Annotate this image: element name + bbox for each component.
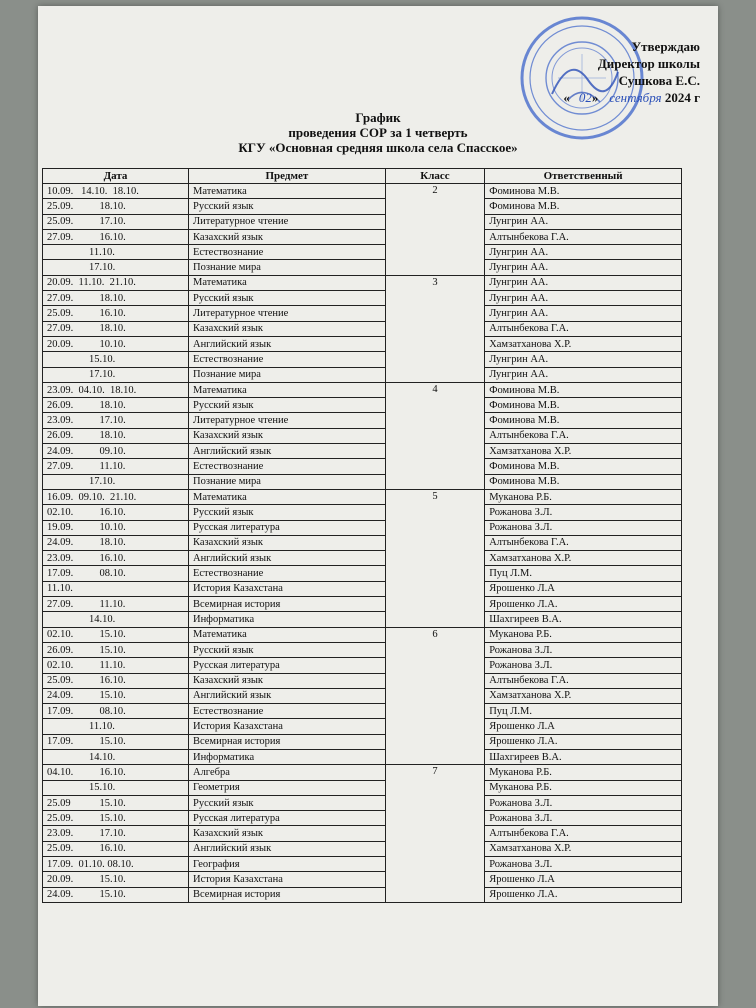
cell-dates: 25.09 15.10. <box>43 795 189 810</box>
table-row <box>43 673 682 688</box>
cell-dates: 26.09. 18.10. <box>43 398 189 413</box>
cell-subject: История Казахстана <box>188 581 385 596</box>
cell-responsible: Муканова Р.Б. <box>485 765 682 780</box>
table-row <box>43 428 682 443</box>
cell-subject: История Казахстана <box>188 719 385 734</box>
table-row <box>43 581 682 596</box>
cell-dates: 24.09. 18.10. <box>43 535 189 550</box>
approval-line-2: Директор школы <box>597 56 700 71</box>
cell-dates: 25.09. 15.10. <box>43 811 189 826</box>
table-row <box>43 841 682 856</box>
cell-dates: 24.09. 15.10. <box>43 887 189 902</box>
cell-subject: История Казахстана <box>188 872 385 887</box>
cell-responsible: Лунгрин АА. <box>485 245 682 260</box>
cell-subject: Русский язык <box>188 505 385 520</box>
cell-responsible: Фоминова М.В. <box>485 398 682 413</box>
cell-subject: Естествознание <box>188 459 385 474</box>
table-row <box>43 459 682 474</box>
cell-class: 4 <box>385 382 484 489</box>
cell-dates: 17.09. 15.10. <box>43 734 189 749</box>
cell-responsible: Алтынбекова Г.А. <box>485 535 682 550</box>
cell-responsible: Рожанова З.Л. <box>485 505 682 520</box>
cell-dates: 17.09. 01.10. 08.10. <box>43 857 189 872</box>
cell-subject: Естествознание <box>188 704 385 719</box>
cell-responsible: Ярошенко Л.А <box>485 581 682 596</box>
cell-responsible: Хамзатханова Х.Р. <box>485 841 682 856</box>
cell-dates: 20.09. 11.10. 21.10. <box>43 275 189 290</box>
table-row <box>43 214 682 229</box>
cell-dates: 20.09. 15.10. <box>43 872 189 887</box>
cell-responsible: Рожанова З.Л. <box>485 795 682 810</box>
cell-responsible: Рожанова З.Л. <box>485 811 682 826</box>
cell-responsible: Лунгрин АА. <box>485 306 682 321</box>
cell-responsible: Ярошенко Л.А. <box>485 734 682 749</box>
table-row <box>43 658 682 673</box>
cell-subject: Русский язык <box>188 199 385 214</box>
table-row <box>43 887 682 902</box>
table-row <box>43 520 682 535</box>
cell-dates: 16.09. 09.10. 21.10. <box>43 489 189 504</box>
cell-subject: Литературное чтение <box>188 306 385 321</box>
cell-dates: 27.09. 16.10. <box>43 229 189 244</box>
cell-dates: 25.09. 17.10. <box>43 214 189 229</box>
cell-dates: 15.10. <box>43 780 189 795</box>
cell-subject: Английский язык <box>188 688 385 703</box>
table-row <box>43 229 682 244</box>
schedule-table <box>42 168 682 903</box>
table-row <box>43 719 682 734</box>
cell-dates: 27.09. 11.10. <box>43 597 189 612</box>
cell-subject: Казахский язык <box>188 321 385 336</box>
cell-responsible: Лунгрин АА. <box>485 352 682 367</box>
cell-dates: 23.09. 04.10. 18.10. <box>43 382 189 397</box>
cell-dates: 24.09. 09.10. <box>43 444 189 459</box>
cell-subject: Английский язык <box>188 336 385 351</box>
cell-responsible: Хамзатханова Х.Р. <box>485 688 682 703</box>
table-row <box>43 306 682 321</box>
table-row <box>43 291 682 306</box>
cell-dates: 27.09. 18.10. <box>43 321 189 336</box>
cell-subject: Русский язык <box>188 642 385 657</box>
table-row <box>43 260 682 275</box>
director-name: Сушкова Е.С. <box>618 73 700 88</box>
cell-subject: Английский язык <box>188 841 385 856</box>
cell-subject: Математика <box>188 184 385 199</box>
cell-subject: Казахский язык <box>188 826 385 841</box>
cell-subject: Всемирная история <box>188 887 385 902</box>
cell-subject: Математика <box>188 627 385 642</box>
cell-dates: 17.09. 08.10. <box>43 566 189 581</box>
cell-subject: Русская литература <box>188 520 385 535</box>
cell-subject: Русская литература <box>188 658 385 673</box>
cell-responsible: Фоминова М.В. <box>485 199 682 214</box>
cell-dates: 24.09. 15.10. <box>43 688 189 703</box>
cell-class: 2 <box>385 184 484 276</box>
table-row <box>43 642 682 657</box>
table-row <box>43 551 682 566</box>
cell-dates: 25.09. 16.10. <box>43 841 189 856</box>
cell-responsible: Фоминова М.В. <box>485 459 682 474</box>
cell-dates: 02.10. 16.10. <box>43 505 189 520</box>
cell-responsible: Ярошенко Л.А <box>485 719 682 734</box>
table-row <box>43 811 682 826</box>
date-month: сентября <box>609 90 662 105</box>
table-row <box>43 444 682 459</box>
cell-class: 5 <box>385 489 484 627</box>
cell-subject: Русская литература <box>188 811 385 826</box>
cell-dates: 15.10. <box>43 352 189 367</box>
cell-class: 7 <box>385 765 484 903</box>
cell-subject: Казахский язык <box>188 673 385 688</box>
cell-subject: Русский язык <box>188 795 385 810</box>
cell-responsible: Лунгрин АА. <box>485 275 682 290</box>
cell-responsible: Алтынбекова Г.А. <box>485 229 682 244</box>
table-row <box>43 398 682 413</box>
date-year: 2024 г <box>664 90 700 105</box>
cell-responsible: Рожанова З.Л. <box>485 642 682 657</box>
cell-responsible: Хамзатханова Х.Р. <box>485 336 682 351</box>
table-row <box>43 275 682 290</box>
cell-subject: Литературное чтение <box>188 413 385 428</box>
table-row <box>43 367 682 382</box>
table-row <box>43 184 682 199</box>
table-row <box>43 321 682 336</box>
table-row <box>43 612 682 627</box>
cell-dates: 14.10. <box>43 749 189 764</box>
table-row <box>43 336 682 351</box>
cell-subject: Информатика <box>188 612 385 627</box>
cell-responsible: Пуц Л.М. <box>485 704 682 719</box>
table-row <box>43 765 682 780</box>
cell-subject: Всемирная история <box>188 734 385 749</box>
cell-subject: Русский язык <box>188 291 385 306</box>
cell-responsible: Хамзатханова Х.Р. <box>485 444 682 459</box>
table-row <box>43 872 682 887</box>
table-row <box>43 352 682 367</box>
approval-block <box>563 38 700 106</box>
date-open-quote: « <box>563 90 570 105</box>
date-day: 02 <box>578 90 592 105</box>
cell-dates: 17.09. 08.10. <box>43 704 189 719</box>
cell-responsible: Фоминова М.В. <box>485 184 682 199</box>
document-title <box>38 110 718 155</box>
cell-dates: 02.10. 15.10. <box>43 627 189 642</box>
table-row <box>43 704 682 719</box>
cell-subject: Естествознание <box>188 245 385 260</box>
cell-responsible: Муканова Р.Б. <box>485 489 682 504</box>
table-row <box>43 566 682 581</box>
cell-subject: Русский язык <box>188 398 385 413</box>
cell-subject: Математика <box>188 275 385 290</box>
header-date: Дата <box>43 169 189 184</box>
cell-responsible: Алтынбекова Г.А. <box>485 428 682 443</box>
cell-dates: 20.09. 10.10. <box>43 336 189 351</box>
cell-dates: 02.10. 11.10. <box>43 658 189 673</box>
cell-subject: Познание мира <box>188 367 385 382</box>
cell-responsible: Лунгрин АА. <box>485 291 682 306</box>
cell-responsible: Лунгрин АА. <box>485 367 682 382</box>
cell-subject: Казахский язык <box>188 229 385 244</box>
table-row <box>43 199 682 214</box>
cell-responsible: Муканова Р.Б. <box>485 780 682 795</box>
cell-subject: Казахский язык <box>188 428 385 443</box>
cell-subject: Естествознание <box>188 352 385 367</box>
approval-date <box>563 89 700 106</box>
table-row <box>43 535 682 550</box>
header-class: Класс <box>385 169 484 184</box>
cell-responsible: Пуц Л.М. <box>485 566 682 581</box>
cell-dates: 26.09. 18.10. <box>43 428 189 443</box>
cell-subject: Математика <box>188 489 385 504</box>
cell-subject: Литературное чтение <box>188 214 385 229</box>
cell-responsible: Рожанова З.Л. <box>485 658 682 673</box>
schedule-table-body <box>43 184 682 903</box>
table-row <box>43 505 682 520</box>
cell-dates: 10.09. 14.10. 18.10. <box>43 184 189 199</box>
cell-dates: 17.10. <box>43 474 189 489</box>
cell-responsible: Ярошенко Л.А <box>485 872 682 887</box>
table-row <box>43 780 682 795</box>
cell-responsible: Лунгрин АА. <box>485 260 682 275</box>
cell-dates: 25.09. 16.10. <box>43 306 189 321</box>
title-line-3: КГУ «Основная средняя школа села Спасское» <box>238 140 518 155</box>
cell-responsible: Шахгиреев В.А. <box>485 612 682 627</box>
cell-subject: Познание мира <box>188 260 385 275</box>
date-close-quote: » <box>591 90 599 105</box>
cell-dates: 23.09. 17.10. <box>43 826 189 841</box>
cell-responsible: Муканова Р.Б. <box>485 627 682 642</box>
cell-dates: 11.10. <box>43 719 189 734</box>
table-row <box>43 489 682 504</box>
cell-dates: 19.09. 10.10. <box>43 520 189 535</box>
cell-subject: Познание мира <box>188 474 385 489</box>
cell-responsible: Ярошенко Л.А. <box>485 887 682 902</box>
cell-dates: 25.09. 18.10. <box>43 199 189 214</box>
table-row <box>43 474 682 489</box>
table-row <box>43 382 682 397</box>
table-row <box>43 795 682 810</box>
cell-class: 3 <box>385 275 484 382</box>
cell-dates: 17.10. <box>43 367 189 382</box>
cell-subject: Алгебра <box>188 765 385 780</box>
cell-dates: 23.09. 17.10. <box>43 413 189 428</box>
cell-subject: Всемирная история <box>188 597 385 612</box>
table-row <box>43 857 682 872</box>
cell-dates: 27.09. 18.10. <box>43 291 189 306</box>
cell-subject: Информатика <box>188 749 385 764</box>
title-line-2: проведения СОР за 1 четверть <box>288 125 468 140</box>
cell-dates: 17.10. <box>43 260 189 275</box>
cell-dates: 25.09. 16.10. <box>43 673 189 688</box>
header-subject: Предмет <box>188 169 385 184</box>
table-row <box>43 826 682 841</box>
cell-responsible: Фоминова М.В. <box>485 382 682 397</box>
cell-responsible: Алтынбекова Г.А. <box>485 321 682 336</box>
header-responsible: Ответственный <box>485 169 682 184</box>
table-header-row <box>43 169 682 184</box>
cell-subject: Английский язык <box>188 551 385 566</box>
cell-responsible: Алтынбекова Г.А. <box>485 673 682 688</box>
cell-responsible: Фоминова М.В. <box>485 413 682 428</box>
cell-class: 6 <box>385 627 484 765</box>
cell-responsible: Фоминова М.В. <box>485 474 682 489</box>
cell-responsible: Шахгиреев В.А. <box>485 749 682 764</box>
table-row <box>43 245 682 260</box>
cell-subject: Казахский язык <box>188 535 385 550</box>
cell-subject: Математика <box>188 382 385 397</box>
cell-dates: 11.10. <box>43 581 189 596</box>
cell-responsible: Алтынбекова Г.А. <box>485 826 682 841</box>
cell-subject: Естествознание <box>188 566 385 581</box>
table-row <box>43 627 682 642</box>
table-row <box>43 413 682 428</box>
cell-dates: 14.10. <box>43 612 189 627</box>
cell-responsible: Рожанова З.Л. <box>485 520 682 535</box>
cell-dates: 11.10. <box>43 245 189 260</box>
cell-responsible: Хамзатханова Х.Р. <box>485 551 682 566</box>
cell-dates: 23.09. 16.10. <box>43 551 189 566</box>
table-row <box>43 734 682 749</box>
cell-responsible: Лунгрин АА. <box>485 214 682 229</box>
cell-subject: География <box>188 857 385 872</box>
cell-responsible: Рожанова З.Л. <box>485 857 682 872</box>
cell-dates: 27.09. 11.10. <box>43 459 189 474</box>
cell-responsible: Ярошенко Л.А. <box>485 597 682 612</box>
cell-subject: Английский язык <box>188 444 385 459</box>
table-row <box>43 688 682 703</box>
cell-dates: 26.09. 15.10. <box>43 642 189 657</box>
cell-subject: Геометрия <box>188 780 385 795</box>
table-row <box>43 597 682 612</box>
cell-dates: 04.10. 16.10. <box>43 765 189 780</box>
approval-line-1: Утверждаю <box>631 39 700 54</box>
title-line-1: График <box>355 110 401 125</box>
table-row <box>43 749 682 764</box>
